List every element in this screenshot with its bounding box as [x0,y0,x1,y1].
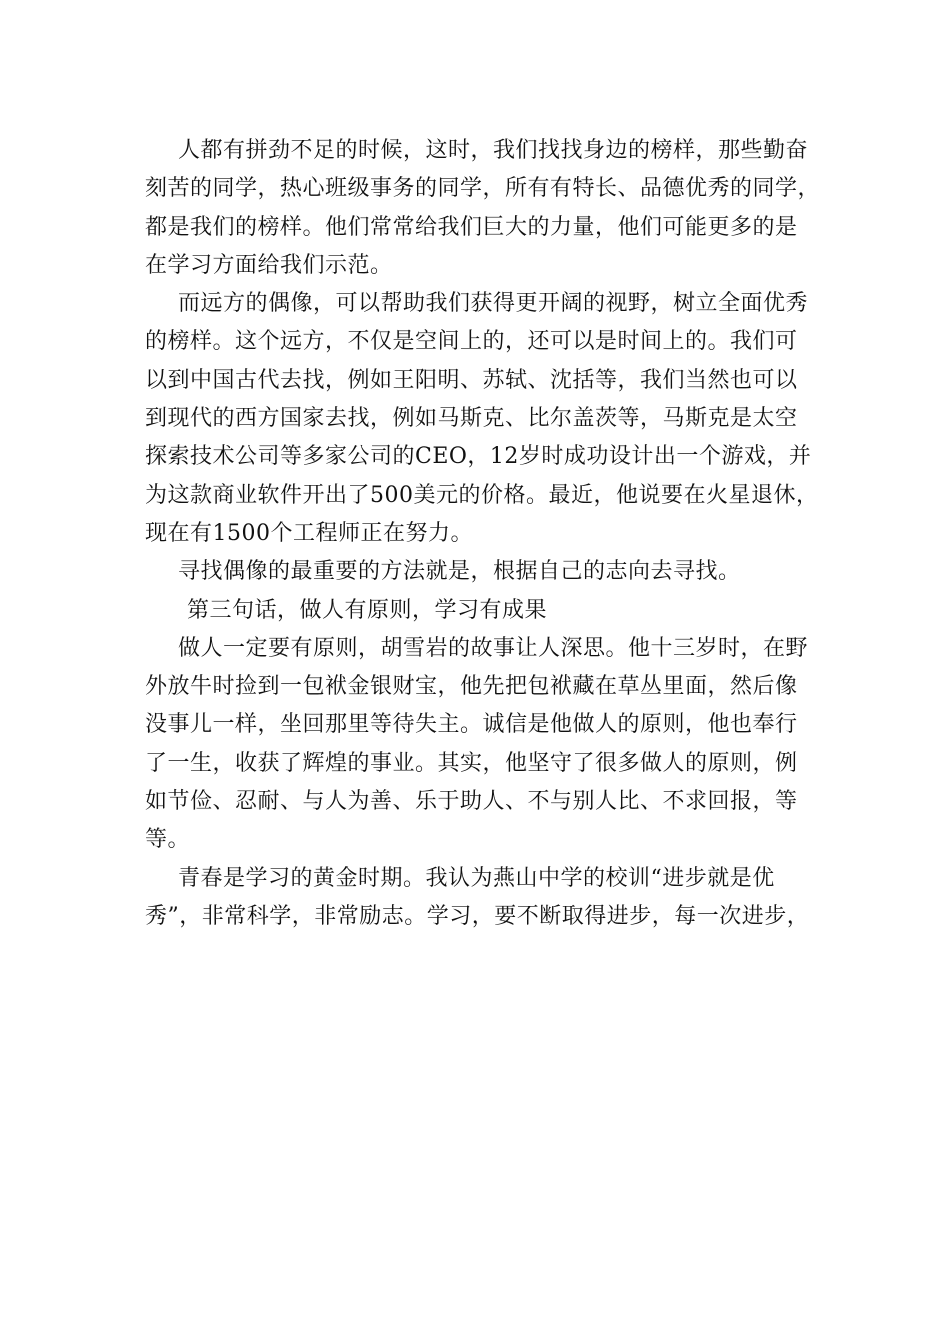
heading-text: 第三句话，做人有原则，学习有成果 [187,597,548,623]
text-line: 在学习方面给我们示范。 [145,252,393,278]
text-line: 了一生，收获了辉煌的事业。其实，他坚守了很多做人的原则，例 [145,750,798,776]
text-line: 为这款商业软件开出了500美元的价格。最近，他说要在火星退休， [145,482,819,508]
paragraph-finding-idols [145,553,805,591]
text-line: 如节俭、忍耐、与人为善、乐于助人、不与别人比、不求回报，等 [145,789,798,815]
text-line: 探索技术公司等多家公司的CEO，12岁时成功设计出一个游戏，并 [145,444,812,470]
paragraph-youth-learning [145,860,810,937]
text-line: 的榜样。这个远方，不仅是空间上的，还可以是时间上的。我们可 [145,329,798,355]
text-line: 秀”，非常科学，非常励志。学习，要不断取得进步，每一次进步， [145,903,810,929]
text-line: 没事儿一样，坐回那里等待失主。诚信是他做人的原则，他也奉行 [145,712,798,738]
paragraph-distant-idols [145,285,819,553]
text-line: 人都有拼劲不足的时候，这时，我们找找身边的榜样，那些勤奋 [178,138,809,163]
paragraph-principles [145,630,809,860]
text-line: 青春是学习的黄金时期。我认为燕山中学的校训“进步就是优 [178,865,775,891]
text-line: 等。 [145,827,191,853]
section-heading [145,592,805,630]
text-line: 寻找偶像的最重要的方法就是，根据自己的志向去寻找。 [178,559,741,585]
document-body [145,132,821,936]
paragraph-role-models [145,132,821,285]
text-line: 到现代的西方国家去找，例如马斯克、比尔盖茨等，马斯克是太空 [145,406,798,432]
text-line: 都是我们的榜样。他们常常给我们巨大的力量，他们可能更多的是 [145,214,798,240]
text-line: 刻苦的同学，热心班级事务的同学，所有有特长、品德优秀的同学， [145,176,821,202]
text-line: 外放牛时捡到一包袱金银财宝，他先把包袱藏在草丛里面，然后像 [145,674,798,700]
text-line: 而远方的偶像，可以帮助我们获得更开阔的视野，树立全面优秀 [178,291,809,317]
text-line: 现在有1500个工程师正在努力。 [145,520,473,546]
text-line: 做人一定要有原则，胡雪岩的故事让人深思。他十三岁时，在野 [178,635,809,661]
text-line: 以到中国古代去找，例如王阳明、苏轼、沈括等，我们当然也可以 [145,367,798,393]
